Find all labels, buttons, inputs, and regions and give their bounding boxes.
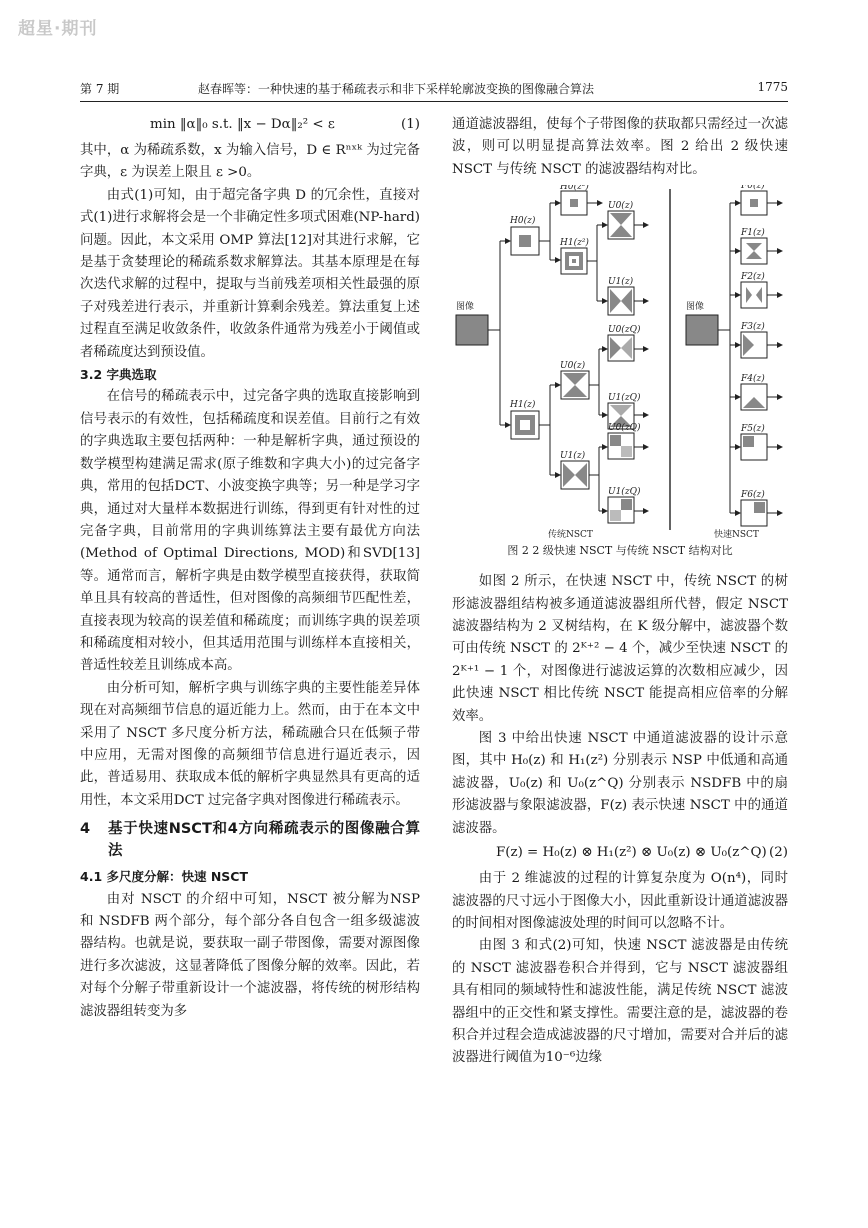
svg-text:U1(z): U1(z) bbox=[560, 451, 586, 462]
svg-text:H0(z): H0(z) bbox=[510, 216, 536, 227]
section-title: 基于快速NSCT和4方向稀疏表示的图像融合算法 bbox=[108, 821, 420, 860]
svg-text:U0(z): U0(z) bbox=[608, 201, 634, 212]
section-number: 4 bbox=[80, 821, 91, 838]
svg-text:U1(zQ): U1(zQ) bbox=[608, 487, 641, 498]
left-column bbox=[80, 114, 420, 1023]
section-heading-4 bbox=[80, 818, 420, 862]
equation-2-body: F(z) = H₀(z) ⊗ H₁(z²) ⊗ U₀(z) ⊗ U₀(z^Q) bbox=[496, 845, 767, 861]
subsection-heading-4-1: 4.1 多尺度分解：快速 NSCT bbox=[80, 869, 249, 885]
svg-text:U0(zQ): U0(zQ) bbox=[608, 325, 641, 336]
issue-number: 第 7 期 bbox=[80, 82, 120, 96]
svg-text:H1(z): H1(z) bbox=[510, 400, 536, 411]
paragraph: 由式(1)可知，由于超完备字典 D 的冗余性，直接对式(1)进行求解将会是一个非确定性多项式困难(NP-hard)问题。因此，本文采用 OMP 算法[12]对其进行求解，它是基于贪婪理论的稀疏系数求解算法。其基本原理是在每次迭代求解的过程中，提取与当前残差项相关性最强的原子对残差进行表示，并重新计算剩余残差。算法重复上述过程直至满足收敛条件，收敛条件通常为残差小于阈值或者稀疏度达到预设值。 bbox=[80, 187, 420, 360]
paragraph: 其中，α 为稀疏系数，x 为输入信号，D ∈ Rⁿˣᵏ 为过完备字典，ε 为误差上限且 ε >0。 bbox=[80, 143, 420, 181]
filter-structure-diagram bbox=[452, 185, 788, 539]
paragraph: 由分析可知，解析字典与训练字典的主要性能差异体现在对高频细节信息的逼近能力上。然而，由于在本文中采用了 NSCT 多尺度分析方法，稀疏融合只在低频子带中应用，无需对图像的高频细节信息进行逼近表示，因此，普适易用、获取成本低的解析字典显然具有更高的适用性，本文采用DCT 过完备字典对图像进行稀疏表示。 bbox=[80, 680, 420, 808]
page-header bbox=[80, 80, 788, 98]
subsection-heading-3-2: 3.2 字典选取 bbox=[80, 367, 157, 383]
svg-text:U0(z): U0(z) bbox=[560, 361, 586, 372]
equation-2 bbox=[452, 842, 788, 866]
right-column bbox=[452, 114, 788, 1070]
svg-text:H0(z²): H0(z²) bbox=[560, 185, 589, 193]
running-title: 赵春晖等：一种快速的基于稀疏表示和非下采样轮廓波变换的图像融合算法 bbox=[198, 82, 595, 96]
paragraph: 由对 NSCT 的介绍中可知，NSCT 被分解为NSP 和 NSDFB 两个部分，每个部分各自包含一组多级滤波器结构。也就是说，要获取一副子带图像，需要对源图像进行多次滤波，这显著降低了图像分解的效率。因此，若对每个分解子带重新设计一个滤波器，将传统的树形结构滤波器组转变为多 bbox=[80, 891, 420, 1019]
equation-2-number: (2) bbox=[769, 845, 788, 861]
input-label-fast: 图像 bbox=[686, 302, 705, 313]
fast-nsct-label: 快速NSCT bbox=[714, 530, 759, 540]
svg-text:F3(z): F3(z) bbox=[741, 322, 765, 333]
paragraph: 由图 3 和式(2)可知，快速 NSCT 滤波器是由传统的 NSCT 滤波器卷积合并得到，它与 NSCT 滤波器组具有相同的频域特性和滤波性能，满足传统 NSCT 滤波器组中的正交性和紧支撑性。需要注意的是，滤波器的卷积合并过程会造成滤波器的尺寸增加，需要对合并后的滤波器进行阈值为10⁻⁶边缘 bbox=[452, 938, 788, 1066]
svg-text:U0(zQ): U0(zQ) bbox=[608, 423, 641, 434]
svg-text:H1(z²): H1(z²) bbox=[560, 238, 589, 249]
equation-1-number: (1) bbox=[401, 117, 420, 132]
input-image-fast bbox=[686, 315, 718, 345]
svg-text:F2(z): F2(z) bbox=[741, 272, 765, 283]
equation-1-body: min ‖α‖₀ s.t. ‖x − Dα‖₂² < ε bbox=[150, 117, 335, 132]
figure-caption: 图 2 2 级快速 NSCT 与传统 NSCT 结构对比 bbox=[507, 544, 733, 558]
svg-text:F6(z): F6(z) bbox=[741, 490, 765, 501]
figure-2 bbox=[452, 185, 788, 539]
paragraph: 通道滤波器组，使每个子带图像的获取都只需经过一次滤波，则可以明显提高算法效率。图 2 给出 2 级快速 NSCT 与传统 NSCT 的滤波器结构对比。 bbox=[452, 117, 788, 177]
page-number: 1775 bbox=[757, 80, 788, 94]
svg-text:F5(z): F5(z) bbox=[741, 424, 765, 435]
input-image-traditional bbox=[456, 315, 488, 345]
equation-1 bbox=[80, 114, 420, 138]
watermark-logo: 超星·期刊 bbox=[18, 19, 98, 39]
svg-text:F1(z): F1(z) bbox=[741, 228, 765, 239]
paragraph: 图 3 中给出快速 NSCT 中通道滤波器的设计示意图，其中 H₀(z) 和 H₁(z²) 分别表示 NSP 中低通和高通滤波器，U₀(z) 和 U₀(z^Q) 分别表示 NSDFB 中的扇形滤波器与象限滤波器，F(z) 表示快速 NSCT 中的通道滤波器。 bbox=[452, 731, 788, 836]
svg-text:U1(z): U1(z) bbox=[608, 277, 634, 288]
paragraph: 由于 2 维滤波的过程的计算复杂度为 O(n⁴)，同时滤波器的尺寸远小于图像大小，因此重新设计通道滤波器的时间相对图像滤波处理的时间可以忽略不计。 bbox=[452, 871, 788, 931]
svg-text:F4(z): F4(z) bbox=[741, 374, 765, 385]
header-rule bbox=[80, 101, 788, 102]
svg-text:F0(z): F0(z) bbox=[741, 185, 765, 192]
traditional-nsct-label: 传统NSCT bbox=[548, 530, 593, 540]
input-label-traditional: 图像 bbox=[456, 302, 475, 313]
svg-text:U1(zQ): U1(zQ) bbox=[608, 393, 641, 404]
paragraph: 在信号的稀疏表示中，过完备字典的选取直接影响到信号表示的有效性，包括稀疏度和误差值。目前行之有效的字典选取主要包括两种：一种是解析字典，通过预设的数学模型构建满足需求(原子维数和字典大小)的过完备字典，常用的包括DCT、小波变换字典等；另一种是学习字典，通过对大量样本数据进行训练，得到更有针对性的过完备字典，目前常用的字典训练算法主要有最优方向法(Method of Optimal Directions, MOD)和SVD[13]等。通常而言，解析字典是由数学模型直接获得，获取简单且具有较高的普适性，但对图像的高频细节匹配性差，直接表现为较高的误差值和稀疏度；而训练字典的误差项和稀疏度相对较小，但其适用范围与训练样本直接相关，普适性较差且训练成本高。 bbox=[80, 389, 420, 674]
paragraph: 如图 2 所示，在快速 NSCT 中，传统 NSCT 的树形滤波器组结构被多通道滤波器组所代替，假定 NSCT 滤波器结构为 2 叉树结构，在 K 级分解中，滤波器个数可由传统 NSCT 的 2ᴷ⁺² − 4 个，减少至快速 NSCT 的 2ᴷ⁺¹ − 1 个，对图像进行滤波运算的次数相应减少，因此快速 NSCT 相比传统 NSCT 能提高相应倍率的分解效率。 bbox=[452, 574, 788, 724]
